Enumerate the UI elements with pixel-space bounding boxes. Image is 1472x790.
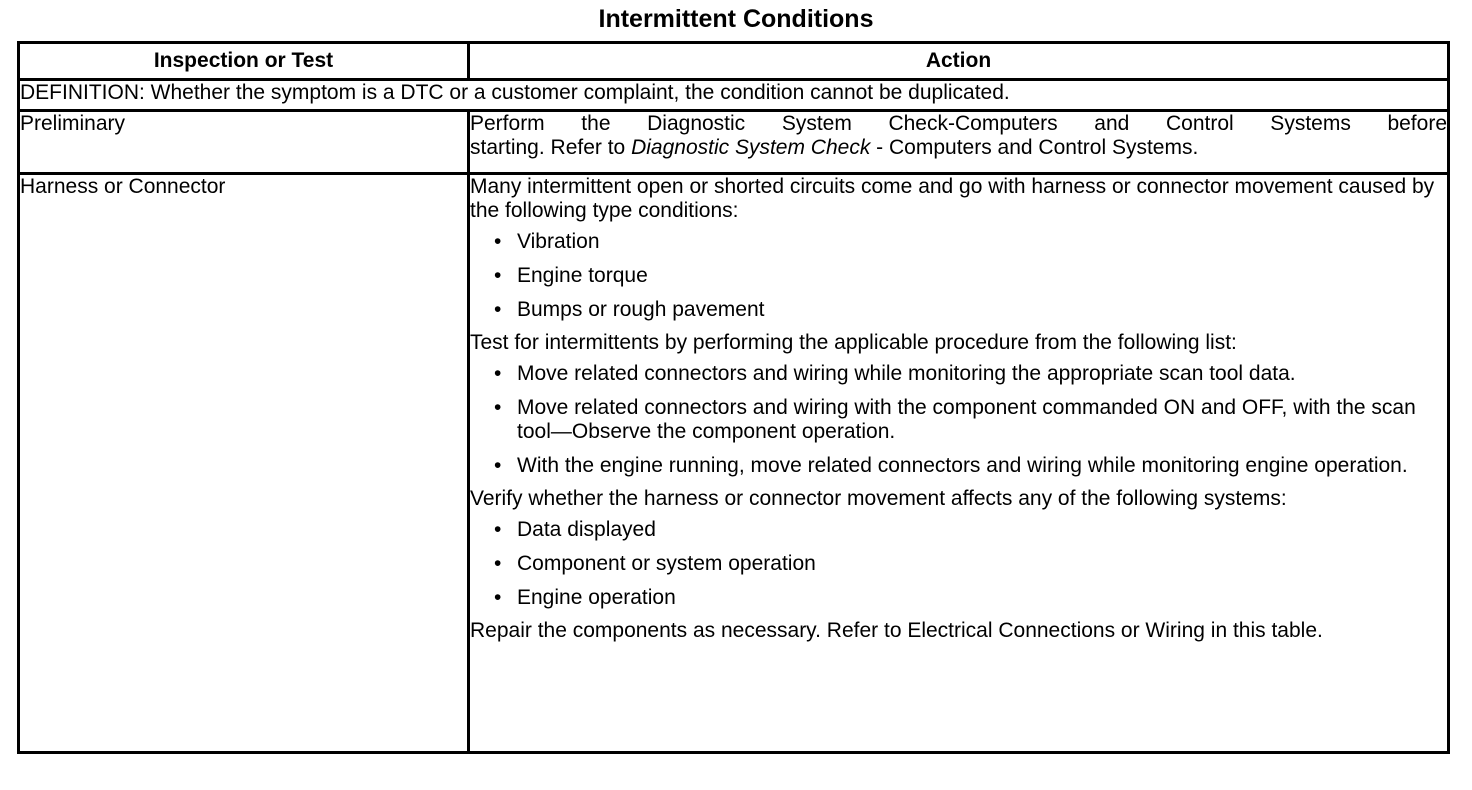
bullet-icon: • bbox=[494, 396, 502, 419]
list-item: • With the engine running, move related connectors and wiring while monitoring engine operation. bbox=[494, 454, 1408, 477]
column-header-inspection: Inspection or Test bbox=[19, 43, 469, 80]
table-row-harness bbox=[19, 174, 1449, 753]
preliminary-line-2-end: - Computers and Control Systems. bbox=[870, 136, 1199, 159]
list-item: • Move related connectors and wiring while monitoring the appropriate scan tool data. bbox=[494, 362, 1296, 385]
list-item: • Vibration bbox=[494, 230, 600, 253]
systems-list bbox=[470, 518, 1447, 610]
intermittent-conditions-table bbox=[17, 41, 1450, 754]
bullet-icon: • bbox=[494, 298, 502, 321]
list-item: • Engine torque bbox=[494, 264, 648, 287]
bullet-icon: • bbox=[494, 454, 502, 477]
tests-list bbox=[470, 362, 1447, 478]
column-header-action: Action bbox=[469, 43, 1449, 80]
table-row-preliminary bbox=[19, 111, 1449, 174]
table-header-row bbox=[19, 43, 1449, 80]
test-intro: Test for intermittents by performing the applicable procedure from the following list: bbox=[470, 331, 1237, 354]
bullet-icon: • bbox=[494, 518, 502, 541]
preliminary-line-2 bbox=[470, 136, 1447, 160]
row-label-harness: Harness or Connector bbox=[19, 174, 469, 753]
definition-text: DEFINITION: Whether the symptom is a DTC or a customer complaint, the condition cannot be duplicated. bbox=[19, 80, 1449, 111]
bullet-icon: • bbox=[494, 586, 502, 609]
repair-note: Repair the components as necessary. Refer to Electrical Connections or Wiring in this table. bbox=[470, 619, 1323, 642]
page-title: Intermittent Conditions bbox=[598, 5, 874, 33]
row-label-preliminary: Preliminary bbox=[19, 111, 469, 174]
definition-row bbox=[19, 80, 1449, 111]
verify-intro: Verify whether the harness or connector movement affects any of the following systems: bbox=[470, 487, 1287, 510]
bullet-icon: • bbox=[494, 264, 502, 287]
bullet-icon: • bbox=[494, 362, 502, 385]
list-item: • Engine operation bbox=[494, 586, 676, 609]
bullet-icon: • bbox=[494, 552, 502, 575]
preliminary-line-1: Perform the Diagnostic System Check-Computers and Control Systems before bbox=[470, 112, 1447, 135]
list-item: • Bumps or rough pavement bbox=[494, 298, 765, 321]
list-item: • Component or system operation bbox=[494, 552, 816, 575]
preliminary-action bbox=[469, 111, 1449, 174]
conditions-list bbox=[470, 230, 1447, 322]
list-item: • Move related connectors and wiring with the component commanded ON and OFF, with the scan tool—Observe the component operation. bbox=[494, 396, 1416, 443]
preliminary-line-2-start: starting. Refer to bbox=[470, 136, 632, 159]
list-item: • Data displayed bbox=[494, 518, 656, 541]
bullet-icon: • bbox=[494, 230, 502, 253]
harness-action bbox=[469, 174, 1449, 753]
diagnostic-system-check-reference: Diagnostic System Check bbox=[631, 136, 871, 159]
harness-intro: Many intermittent open or shorted circuits come and go with harness or connector movement caused by the following type conditions: bbox=[470, 175, 1435, 222]
